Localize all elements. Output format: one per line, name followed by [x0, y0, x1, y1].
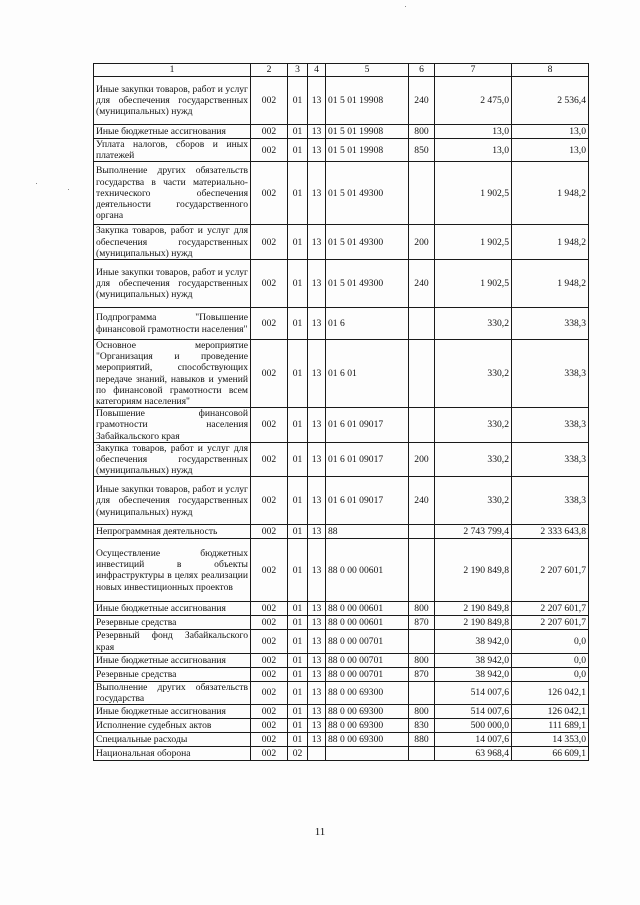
cell-expense-type — [409, 747, 435, 761]
cell-expense-type — [409, 162, 435, 225]
cell-expense-type: 850 — [409, 139, 435, 162]
cell-amount-year-1: 514 007,6 — [435, 705, 512, 719]
cell-name: Подпрограмма "Повышение финансовой грамотности населения" — [94, 308, 251, 340]
cell-amount-year-2: 2 207 601,7 — [512, 602, 589, 616]
cell-target-article: 88 0 00 00601 — [326, 616, 409, 630]
cell-name: Иные бюджетные ассигнования — [94, 705, 251, 719]
cell-expense-type — [409, 408, 435, 443]
cell-subsection: 13 — [308, 602, 326, 616]
cell-subsection: 13 — [308, 630, 326, 653]
cell-admin-code: 002 — [251, 477, 288, 525]
cell-expense-type: 200 — [409, 442, 435, 477]
cell-amount-year-1: 514 007,6 — [435, 681, 512, 704]
table-row — [94, 162, 589, 225]
cell-subsection: 13 — [308, 539, 326, 602]
cell-name: Закупка товаров, работ и услуг для обеспечения государственных (муниципальных) нужд — [94, 442, 251, 477]
cell-target-article: 88 0 00 69300 — [326, 719, 409, 733]
cell-section: 01 — [288, 308, 308, 340]
cell-amount-year-1: 38 942,0 — [435, 667, 512, 681]
cell-section: 01 — [288, 442, 308, 477]
cell-subsection: 13 — [308, 681, 326, 704]
cell-admin-code: 002 — [251, 630, 288, 653]
cell-subsection: 13 — [308, 653, 326, 667]
cell-admin-code: 002 — [251, 602, 288, 616]
cell-amount-year-2: 126 042,1 — [512, 705, 589, 719]
cell-admin-code: 002 — [251, 139, 288, 162]
cell-expense-type — [409, 525, 435, 539]
cell-target-article: 01 5 01 19908 — [326, 139, 409, 162]
cell-amount-year-1: 14 007,6 — [435, 733, 512, 747]
cell-name: Выполнение других обязательств государства — [94, 681, 251, 704]
table-row — [94, 681, 589, 704]
cell-admin-code: 002 — [251, 308, 288, 340]
cell-section: 01 — [288, 653, 308, 667]
cell-amount-year-1: 2 743 799,4 — [435, 525, 512, 539]
cell-name: Основное мероприятие "Организация и проведение мероприятий, способствующих передаче знаний, навыков и умений по финансовой грамотности всем категориям населения" — [94, 340, 251, 408]
cell-amount-year-1: 330,2 — [435, 408, 512, 443]
cell-target-article: 88 0 00 00701 — [326, 667, 409, 681]
cell-admin-code: 002 — [251, 408, 288, 443]
table-row — [94, 408, 589, 443]
cell-name: Резервный фонд Забайкальского края — [94, 630, 251, 653]
cell-admin-code: 002 — [251, 539, 288, 602]
cell-target-article: 88 — [326, 525, 409, 539]
cell-amount-year-1: 2 190 849,8 — [435, 616, 512, 630]
cell-name: Резервные средства — [94, 616, 251, 630]
cell-amount-year-2: 1 948,2 — [512, 225, 589, 260]
table-row — [94, 733, 589, 747]
cell-name: Иные закупки товаров, работ и услуг для обеспечения государственных (муниципальных) нужд — [94, 260, 251, 308]
cell-amount-year-2: 2 207 601,7 — [512, 539, 589, 602]
column-header-admin-code: 2 — [251, 64, 288, 77]
cell-amount-year-2: 338,3 — [512, 477, 589, 525]
cell-expense-type — [409, 539, 435, 602]
cell-name: Уплата налогов, сборов и иных платежей — [94, 139, 251, 162]
cell-section: 01 — [288, 477, 308, 525]
cell-target-article: 88 0 00 00701 — [326, 630, 409, 653]
cell-amount-year-2: 126 042,1 — [512, 681, 589, 704]
cell-amount-year-1: 330,2 — [435, 477, 512, 525]
cell-admin-code: 002 — [251, 747, 288, 761]
column-header-target-article: 5 — [326, 64, 409, 77]
cell-amount-year-2: 2 536,4 — [512, 77, 589, 125]
cell-name: Исполнение судебных актов — [94, 719, 251, 733]
cell-name: Повышение финансовой грамотности населения Забайкальского края — [94, 408, 251, 443]
cell-target-article — [326, 747, 409, 761]
cell-admin-code: 002 — [251, 616, 288, 630]
cell-section: 01 — [288, 681, 308, 704]
cell-subsection: 13 — [308, 525, 326, 539]
cell-admin-code: 002 — [251, 705, 288, 719]
table-row — [94, 308, 589, 340]
table-row — [94, 602, 589, 616]
cell-section: 01 — [288, 125, 308, 139]
cell-amount-year-1: 1 902,5 — [435, 225, 512, 260]
table-row — [94, 616, 589, 630]
table-row — [94, 667, 589, 681]
cell-target-article: 88 0 00 69300 — [326, 733, 409, 747]
cell-subsection: 13 — [308, 408, 326, 443]
cell-amount-year-2: 0,0 — [512, 653, 589, 667]
cell-expense-type — [409, 630, 435, 653]
cell-section: 01 — [288, 225, 308, 260]
cell-name: Иные бюджетные ассигнования — [94, 653, 251, 667]
cell-expense-type: 240 — [409, 260, 435, 308]
cell-section: 01 — [288, 525, 308, 539]
cell-amount-year-1: 330,2 — [435, 308, 512, 340]
cell-name: Иные бюджетные ассигнования — [94, 125, 251, 139]
cell-amount-year-1: 1 902,5 — [435, 260, 512, 308]
cell-section: 02 — [288, 747, 308, 761]
cell-admin-code: 002 — [251, 442, 288, 477]
table-row — [94, 477, 589, 525]
table-row — [94, 525, 589, 539]
cell-target-article: 01 6 01 09017 — [326, 408, 409, 443]
cell-amount-year-1: 1 902,5 — [435, 162, 512, 225]
cell-section: 01 — [288, 162, 308, 225]
column-header-expense-type: 6 — [409, 64, 435, 77]
cell-amount-year-2: 1 948,2 — [512, 162, 589, 225]
cell-section: 01 — [288, 408, 308, 443]
cell-subsection: 13 — [308, 442, 326, 477]
cell-section: 01 — [288, 705, 308, 719]
cell-amount-year-1: 2 190 849,8 — [435, 602, 512, 616]
cell-expense-type — [409, 308, 435, 340]
cell-name: Осуществление бюджетных инвестиций в объекты инфраструктуры в целях реализации новых инвестиционных проектов — [94, 539, 251, 602]
cell-expense-type: 800 — [409, 602, 435, 616]
cell-target-article: 01 6 01 09017 — [326, 477, 409, 525]
cell-amount-year-1: 38 942,0 — [435, 630, 512, 653]
table-row — [94, 653, 589, 667]
cell-target-article: 88 0 00 00701 — [326, 653, 409, 667]
cell-subsection: 13 — [308, 733, 326, 747]
table-row — [94, 340, 589, 408]
cell-name: Выполнение других обязательств государства в части материально-технического обеспечения деятельности государственного органа — [94, 162, 251, 225]
column-header-section: 3 — [288, 64, 308, 77]
cell-admin-code: 002 — [251, 525, 288, 539]
scan-speck — [68, 189, 69, 190]
cell-admin-code: 002 — [251, 653, 288, 667]
cell-name: Резервные средства — [94, 667, 251, 681]
cell-admin-code: 002 — [251, 225, 288, 260]
cell-section: 01 — [288, 539, 308, 602]
cell-expense-type: 800 — [409, 653, 435, 667]
cell-amount-year-2: 338,3 — [512, 308, 589, 340]
cell-amount-year-2: 2 207 601,7 — [512, 616, 589, 630]
cell-name: Иные бюджетные ассигнования — [94, 602, 251, 616]
cell-subsection: 13 — [308, 719, 326, 733]
cell-amount-year-1: 2 190 849,8 — [435, 539, 512, 602]
cell-amount-year-1: 13,0 — [435, 139, 512, 162]
table-row — [94, 225, 589, 260]
cell-amount-year-2: 0,0 — [512, 667, 589, 681]
cell-subsection: 13 — [308, 477, 326, 525]
scan-speck — [405, 6, 406, 7]
cell-subsection: 13 — [308, 139, 326, 162]
budget-table — [93, 63, 589, 761]
cell-subsection: 13 — [308, 705, 326, 719]
cell-subsection: 13 — [308, 667, 326, 681]
cell-section: 01 — [288, 630, 308, 653]
cell-name: Иные закупки товаров, работ и услуг для обеспечения государственных (муниципальных) нужд — [94, 77, 251, 125]
table-row — [94, 125, 589, 139]
cell-amount-year-2: 338,3 — [512, 340, 589, 408]
column-header-amount-year-2: 8 — [512, 64, 589, 77]
cell-expense-type: 800 — [409, 125, 435, 139]
cell-amount-year-1: 2 475,0 — [435, 77, 512, 125]
scan-speck — [36, 183, 37, 184]
cell-admin-code: 002 — [251, 162, 288, 225]
table-row — [94, 539, 589, 602]
cell-section: 01 — [288, 139, 308, 162]
cell-expense-type — [409, 681, 435, 704]
cell-amount-year-1: 330,2 — [435, 340, 512, 408]
cell-section: 01 — [288, 667, 308, 681]
cell-subsection: 13 — [308, 308, 326, 340]
table-row — [94, 630, 589, 653]
cell-admin-code: 002 — [251, 260, 288, 308]
cell-amount-year-2: 13,0 — [512, 125, 589, 139]
cell-amount-year-2: 338,3 — [512, 408, 589, 443]
table-row — [94, 139, 589, 162]
cell-name: Закупка товаров, работ и услуг для обеспечения государственных (муниципальных) нужд — [94, 225, 251, 260]
cell-target-article: 88 0 00 00601 — [326, 539, 409, 602]
cell-expense-type: 200 — [409, 225, 435, 260]
cell-amount-year-2: 2 333 643,8 — [512, 525, 589, 539]
cell-target-article: 01 5 01 49300 — [326, 260, 409, 308]
table-row — [94, 747, 589, 761]
cell-admin-code: 002 — [251, 125, 288, 139]
cell-target-article: 01 6 01 09017 — [326, 442, 409, 477]
cell-expense-type: 830 — [409, 719, 435, 733]
table-row — [94, 719, 589, 733]
cell-amount-year-2: 338,3 — [512, 442, 589, 477]
table-row — [94, 705, 589, 719]
cell-amount-year-1: 38 942,0 — [435, 653, 512, 667]
cell-target-article: 88 0 00 69300 — [326, 681, 409, 704]
cell-admin-code: 002 — [251, 719, 288, 733]
cell-section: 01 — [288, 340, 308, 408]
cell-amount-year-2: 1 948,2 — [512, 260, 589, 308]
cell-target-article: 01 6 — [326, 308, 409, 340]
cell-amount-year-2: 0,0 — [512, 630, 589, 653]
cell-admin-code: 002 — [251, 77, 288, 125]
cell-target-article: 01 5 01 19908 — [326, 125, 409, 139]
cell-amount-year-2: 13,0 — [512, 139, 589, 162]
cell-amount-year-1: 13,0 — [435, 125, 512, 139]
cell-section: 01 — [288, 260, 308, 308]
cell-subsection: 13 — [308, 616, 326, 630]
cell-amount-year-1: 330,2 — [435, 442, 512, 477]
cell-admin-code: 002 — [251, 733, 288, 747]
cell-subsection: 13 — [308, 77, 326, 125]
cell-amount-year-1: 63 968,4 — [435, 747, 512, 761]
column-header-name: 1 — [94, 64, 251, 77]
cell-admin-code: 002 — [251, 340, 288, 408]
cell-section: 01 — [288, 602, 308, 616]
cell-target-article: 88 0 00 69300 — [326, 705, 409, 719]
cell-amount-year-2: 111 689,1 — [512, 719, 589, 733]
table-header-row — [94, 64, 589, 77]
cell-subsection: 13 — [308, 340, 326, 408]
cell-expense-type: 880 — [409, 733, 435, 747]
table-body — [94, 77, 589, 761]
cell-name: Национальная оборона — [94, 747, 251, 761]
cell-admin-code: 002 — [251, 667, 288, 681]
table-row — [94, 260, 589, 308]
cell-section: 01 — [288, 733, 308, 747]
cell-subsection: 13 — [308, 260, 326, 308]
cell-subsection — [308, 747, 326, 761]
column-header-amount-year-1: 7 — [435, 64, 512, 77]
cell-target-article: 01 5 01 49300 — [326, 225, 409, 260]
cell-section: 01 — [288, 616, 308, 630]
column-header-subsection: 4 — [308, 64, 326, 77]
cell-section: 01 — [288, 719, 308, 733]
cell-subsection: 13 — [308, 125, 326, 139]
cell-admin-code: 002 — [251, 681, 288, 704]
cell-target-article: 01 5 01 49300 — [326, 162, 409, 225]
cell-name: Непрограммная деятельность — [94, 525, 251, 539]
cell-amount-year-2: 14 353,0 — [512, 733, 589, 747]
cell-section: 01 — [288, 77, 308, 125]
page-number: 11 — [314, 826, 326, 838]
cell-target-article: 01 5 01 19908 — [326, 77, 409, 125]
cell-expense-type: 870 — [409, 667, 435, 681]
cell-subsection: 13 — [308, 225, 326, 260]
cell-expense-type: 240 — [409, 477, 435, 525]
cell-expense-type — [409, 340, 435, 408]
table-row — [94, 77, 589, 125]
cell-amount-year-2: 66 609,1 — [512, 747, 589, 761]
cell-name: Иные закупки товаров, работ и услуг для обеспечения государственных (муниципальных) нужд — [94, 477, 251, 525]
cell-target-article: 01 6 01 — [326, 340, 409, 408]
table-row — [94, 442, 589, 477]
cell-name: Специальные расходы — [94, 733, 251, 747]
cell-subsection: 13 — [308, 162, 326, 225]
cell-amount-year-1: 500 000,0 — [435, 719, 512, 733]
cell-expense-type: 800 — [409, 705, 435, 719]
cell-target-article: 88 0 00 00601 — [326, 602, 409, 616]
cell-expense-type: 240 — [409, 77, 435, 125]
cell-expense-type: 870 — [409, 616, 435, 630]
